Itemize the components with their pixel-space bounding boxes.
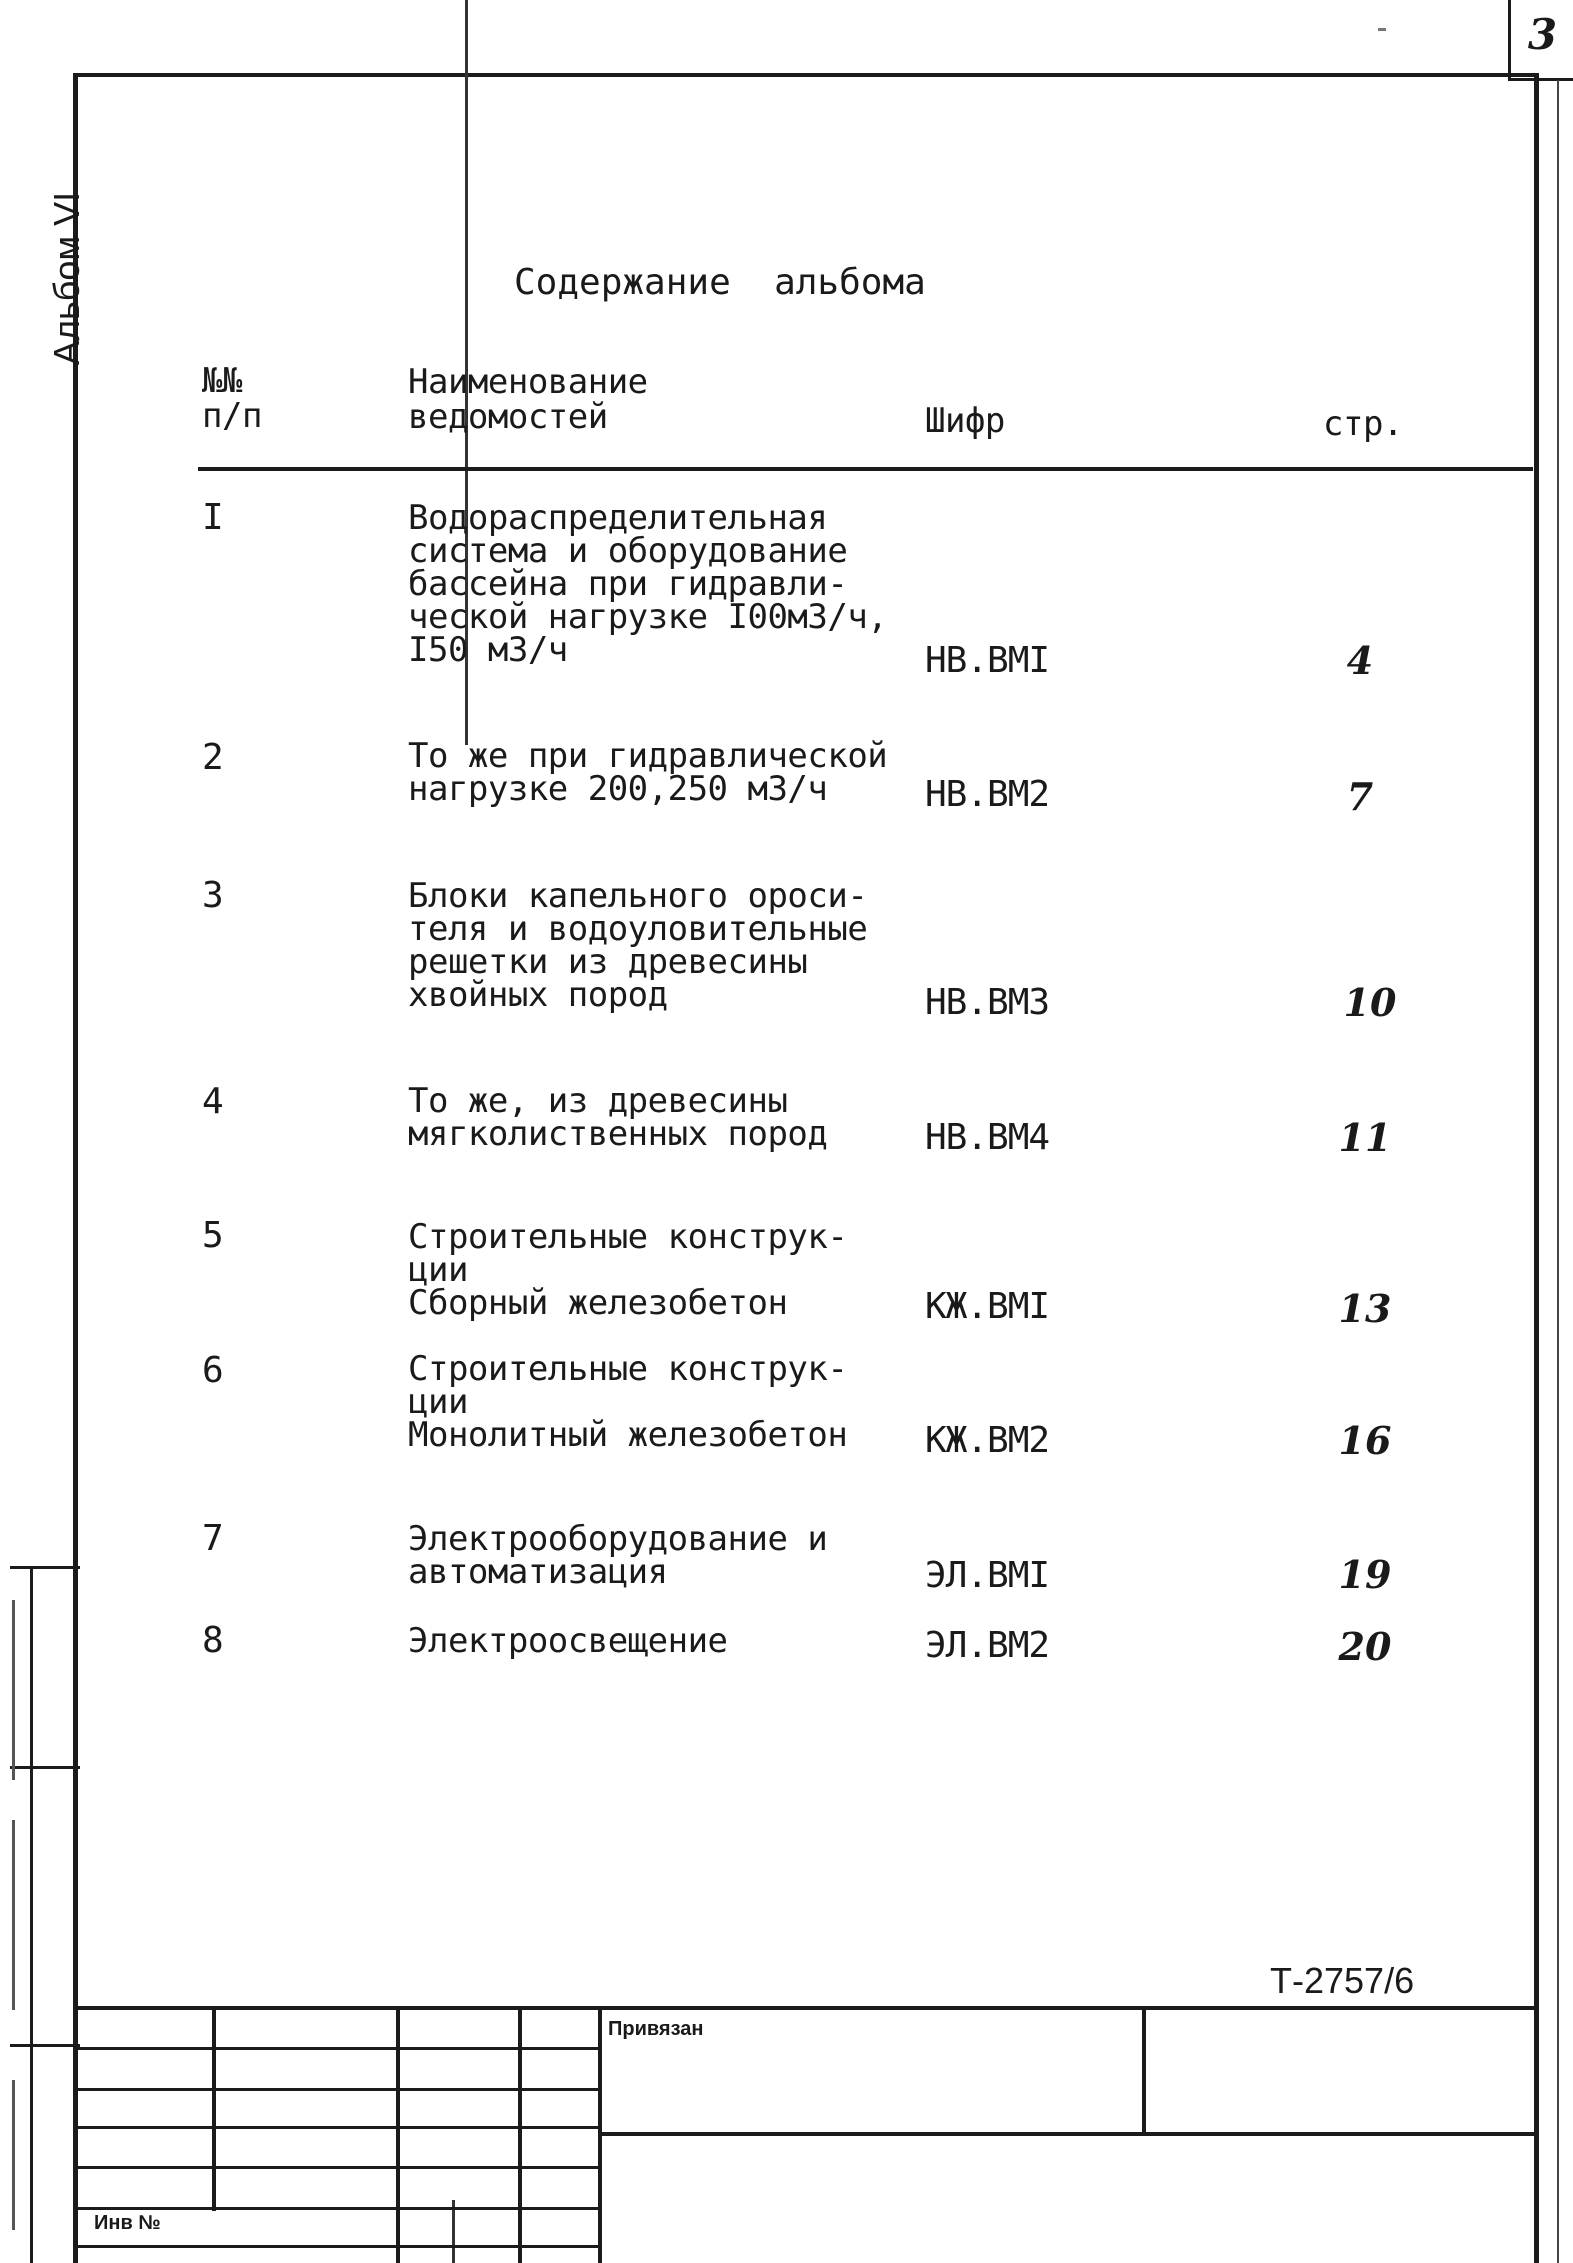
binding-line-1 bbox=[10, 1566, 80, 1569]
row-number: 3 bbox=[202, 875, 224, 916]
row-number: I bbox=[202, 497, 224, 538]
frame-top bbox=[73, 73, 1538, 77]
stamp-grid-row-6 bbox=[78, 2245, 600, 2248]
row-page: 13 bbox=[1338, 1286, 1392, 1331]
row-page: 10 bbox=[1343, 980, 1397, 1025]
stamp-top bbox=[78, 2006, 1538, 2010]
row-name: То же при гидравлической нагрузке 200,250 м3/ч bbox=[408, 736, 888, 809]
stamp-grid-row-2 bbox=[78, 2088, 600, 2091]
row-name: Строительные конструк- ции Монолитный железобетон bbox=[408, 1349, 848, 1455]
row-number: 2 bbox=[202, 737, 224, 778]
album-side-label: Альбом VI bbox=[46, 191, 87, 365]
header-name-line2: ведомостей bbox=[408, 397, 608, 437]
row-name: Водораспределительная система и оборудование бассейна при гидравли- ческой нагрузке I00м3/ч, I50 м3/ч bbox=[408, 498, 888, 670]
sheet-number-box-bottom bbox=[1508, 78, 1573, 81]
binding-faint-text-3 bbox=[12, 2080, 15, 2230]
stamp-grid-col-1 bbox=[212, 2006, 216, 2211]
row-page: 16 bbox=[1338, 1418, 1392, 1463]
row-name: Строительные конструк- ции Сборный железобетон bbox=[408, 1217, 848, 1323]
frame-left bbox=[73, 73, 78, 2263]
row-number: 4 bbox=[202, 1081, 224, 1122]
row-page: 19 bbox=[1338, 1552, 1392, 1597]
page-title: Содержание альбома bbox=[514, 262, 926, 303]
stamp-grid-row-4 bbox=[78, 2166, 600, 2169]
row-number: 5 bbox=[202, 1215, 224, 1256]
stamp-grid-row-5 bbox=[78, 2207, 600, 2210]
row-number: 6 bbox=[202, 1350, 224, 1391]
binding-faint-text-1 bbox=[12, 1600, 15, 1780]
row-name: То же, из древесины мягколиственных пород bbox=[408, 1081, 828, 1154]
row-name: Блоки капельного ороси- теля и водоуловительные решетки из древесины хвойных пород bbox=[408, 876, 868, 1015]
stamp-grid-row-3 bbox=[78, 2126, 600, 2129]
row-name: Электрооборудование и автоматизация bbox=[408, 1519, 828, 1592]
row-code: КЖ.ВМ2 bbox=[925, 1420, 1050, 1461]
row-page: 4 bbox=[1346, 638, 1374, 683]
row-code: КЖ.ВМI bbox=[925, 1286, 1050, 1327]
row-code: НВ.ВМ2 bbox=[925, 774, 1050, 815]
sheet-number: 3 bbox=[1527, 10, 1558, 59]
binding-line-3 bbox=[10, 2044, 80, 2047]
inventory-label: Инв № bbox=[94, 2212, 161, 2234]
row-code: НВ.ВМЗ bbox=[925, 982, 1050, 1023]
header-page: стр. bbox=[1323, 404, 1403, 444]
stamp-grid-col-2 bbox=[396, 2006, 400, 2263]
speck bbox=[1378, 28, 1386, 31]
row-code: НВ.ВМ4 bbox=[925, 1117, 1050, 1158]
stamp-grid-right bbox=[598, 2006, 602, 2263]
document-code: Т-2757/6 bbox=[1270, 1960, 1415, 2001]
header-name-line1: Наименование bbox=[408, 362, 648, 402]
header-underline bbox=[198, 467, 1533, 471]
row-code: ЭЛ.ВМ2 bbox=[925, 1625, 1050, 1666]
stamp-grid-row-1 bbox=[78, 2047, 600, 2050]
row-number: 8 bbox=[202, 1620, 224, 1661]
row-page: 20 bbox=[1338, 1624, 1392, 1669]
outer-edge bbox=[1557, 80, 1559, 2263]
header-num-line2: п/п bbox=[202, 396, 262, 436]
row-name: Электроосвещение bbox=[408, 1621, 728, 1661]
stamp-grid-col-3 bbox=[518, 2006, 522, 2263]
stamp-divider-h bbox=[598, 2132, 1538, 2136]
sheet-number-box-left bbox=[1508, 0, 1511, 80]
header-num-line1: №№ bbox=[202, 361, 242, 401]
frame-right bbox=[1534, 73, 1539, 2263]
bound-label: Привязан bbox=[608, 2018, 704, 2040]
row-number: 7 bbox=[202, 1518, 224, 1559]
row-page: 11 bbox=[1338, 1115, 1392, 1160]
row-page: 7 bbox=[1346, 774, 1374, 819]
binding-vertical bbox=[30, 1566, 33, 2263]
row-code: НВ.ВМI bbox=[925, 640, 1050, 681]
header-code: Шифр bbox=[925, 401, 1005, 441]
row-code: ЭЛ.ВМI bbox=[925, 1555, 1050, 1596]
stamp-divider-v bbox=[1142, 2008, 1146, 2134]
binding-line-2 bbox=[10, 1766, 80, 1769]
binding-faint-text-2 bbox=[12, 1820, 15, 2010]
